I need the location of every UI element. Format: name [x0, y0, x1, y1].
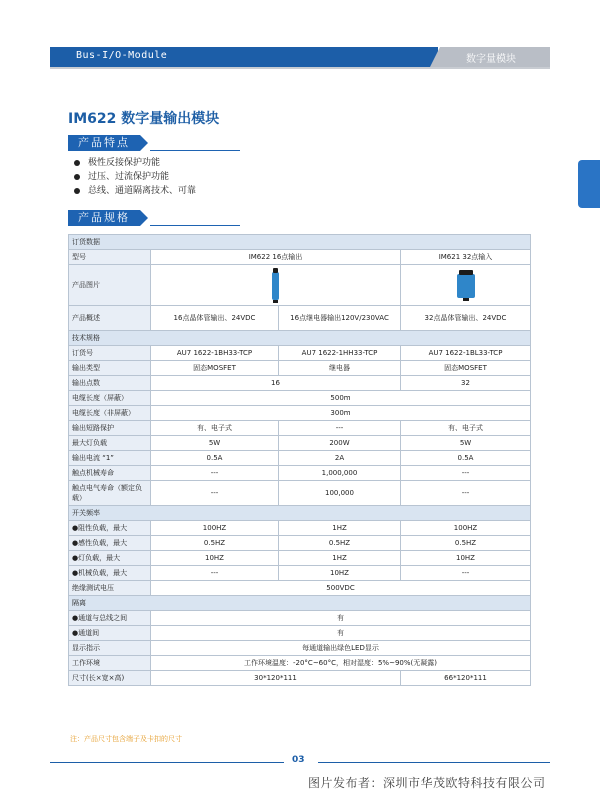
- header-category-label: 数字量模块: [466, 54, 516, 65]
- publisher-credit: 图片发布者：深圳市华茂欧特科技有限公司: [308, 776, 546, 790]
- module-32ch-icon: [457, 274, 475, 298]
- table-row: 触点电气寿命（额定负载） --- 100,000 ---: [69, 481, 531, 506]
- header-series-label: Bus-I/O-Module: [76, 50, 168, 61]
- table-row: 最大灯负载 5W 200W 5W: [69, 436, 531, 451]
- table-row: 输出类型 固态MOSFET 继电器 固态MOSFET: [69, 361, 531, 376]
- table-row: 产品概述 16点晶体管输出、24VDC 16点继电器输出120V/230VAC 32点晶体管输出、24VDC: [69, 306, 531, 331]
- footer-rule-right: [318, 762, 550, 763]
- table-row: ●机械负载，最大 --- 10HZ ---: [69, 566, 531, 581]
- feature-item: 过压、过流保护功能: [74, 170, 196, 184]
- table-row: 电缆长度（非屏蔽） 300m: [69, 406, 531, 421]
- table-row: 显示指示 每通道输出绿色LED显示: [69, 641, 531, 656]
- bullet-icon: [74, 160, 80, 166]
- table-row: 产品图片: [69, 265, 531, 306]
- table-row: 触点机械寿命 --- 1,000,000 ---: [69, 466, 531, 481]
- table-row: ●感性负载，最大 0.5HZ 0.5HZ 0.5HZ: [69, 536, 531, 551]
- specs-heading-rule: [150, 225, 240, 226]
- bullet-icon: [74, 188, 80, 194]
- table-row: 尺寸(长×宽×高) 30*120*111 66*120*111: [69, 671, 531, 686]
- module-16ch-icon: [272, 272, 279, 300]
- table-row: 工作环境 工作环境温度：-20°C~60°C，相对湿度：5%~90%(无凝露): [69, 656, 531, 671]
- dimension-note: 注：产品尺寸包含端子及卡扣的尺寸: [70, 735, 182, 743]
- table-row: 输出电流 “1” 0.5A 2A 0.5A: [69, 451, 531, 466]
- footer-rule-left: [50, 762, 284, 763]
- spec-table: [68, 234, 531, 686]
- table-row: 型号 IM622 16点输出 IM621 32点输入: [69, 250, 531, 265]
- page-title: IM622 数字量输出模块: [68, 111, 220, 127]
- feature-item: 总线、通道隔离技术、可靠: [74, 184, 196, 198]
- table-row: 绝缘测试电压 500VDC: [69, 581, 531, 596]
- table-band: 隔离: [69, 596, 531, 611]
- specs-heading: 产品规格: [68, 210, 140, 226]
- table-band: 技术规格: [69, 331, 531, 346]
- table-band: 订货数据: [69, 235, 531, 250]
- table-row: 输出点数 16 32: [69, 376, 531, 391]
- side-chapter-tab: [578, 160, 600, 208]
- table-row: 订货号 AU7 1622-1BH33-TCP AU7 1622-1HH33-TCP AU7 1622-1BL33-TCP: [69, 346, 531, 361]
- table-row: ●通道与总线之间 有: [69, 611, 531, 626]
- features-heading-rule: [150, 150, 240, 151]
- table-row: ●灯负载，最大 10HZ 1HZ 10HZ: [69, 551, 531, 566]
- feature-item: 极性反接保护功能: [74, 156, 196, 170]
- bullet-icon: [74, 174, 80, 180]
- table-row: ●阻性负载，最大 100HZ 1HZ 100HZ: [69, 521, 531, 536]
- feature-list: [74, 156, 196, 198]
- table-band: 开关频率: [69, 506, 531, 521]
- header-divider: [50, 67, 550, 69]
- page-number: 03: [292, 755, 305, 765]
- table-row: ●通道间 有: [69, 626, 531, 641]
- features-heading: 产品特点: [68, 135, 140, 151]
- table-row: 输出短路保护 有、电子式 --- 有、电子式: [69, 421, 531, 436]
- table-row: 电缆长度（屏蔽） 500m: [69, 391, 531, 406]
